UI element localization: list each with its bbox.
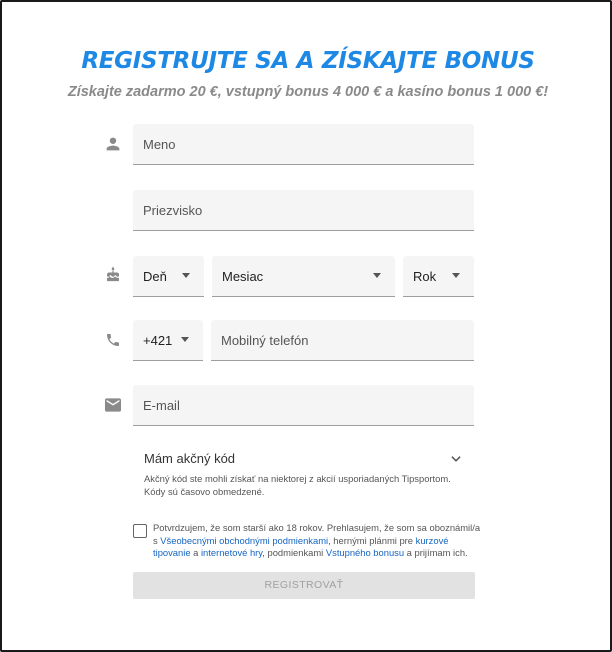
- register-button[interactable]: REGISTROVAŤ: [133, 572, 475, 599]
- games-plans-link[interactable]: internetové hry: [200, 547, 263, 558]
- last-name-placeholder: Priezvisko: [143, 203, 203, 218]
- terms-link[interactable]: Všeobecnými obchodnými podmienkami: [160, 534, 329, 546]
- birth-day-value: Deň: [143, 269, 167, 284]
- page-title: REGISTRUJTE SA A ZÍSKAJTE BONUS: [81, 48, 535, 74]
- consent-text-part: , hernými plánmi pre: [328, 534, 416, 546]
- person-icon: [105, 136, 121, 152]
- email-placeholder: E-mail: [143, 398, 180, 413]
- cake-icon: [105, 266, 121, 283]
- consent-text-part: a: [190, 547, 201, 558]
- first-name-input[interactable]: [133, 124, 474, 165]
- phone-placeholder: Mobilný telefón: [221, 333, 309, 348]
- birth-month-select[interactable]: [212, 256, 395, 297]
- page-subtitle: Získajte zadarmo 20 €, vstupný bonus 4 000 € a kasíno bonus 1 000 €!: [67, 84, 549, 100]
- birth-year-value: Rok: [413, 269, 437, 284]
- chevron-down-icon: [181, 337, 189, 342]
- chevron-down-icon: [452, 273, 460, 278]
- chevron-down-icon[interactable]: [449, 452, 463, 466]
- consent-text-part: Potvrdzujem, že som starší ako 18 rokov. Prehlasujem, že som sa oboznámil/a s: [153, 522, 481, 546]
- bonus-terms-link[interactable]: Vstupného bonusu: [325, 547, 405, 558]
- consent-text-part: , podmienkami: [262, 547, 326, 558]
- last-name-input[interactable]: [133, 190, 474, 231]
- phone-icon: [105, 332, 121, 348]
- chevron-down-icon: [373, 273, 381, 278]
- phone-prefix-value: +421: [143, 333, 173, 348]
- birth-day-select[interactable]: [133, 256, 204, 297]
- birth-year-select[interactable]: [403, 256, 474, 297]
- envelope-icon: [105, 398, 121, 412]
- consent-text: [153, 522, 483, 560]
- phone-input[interactable]: [211, 320, 474, 361]
- chevron-down-icon: [182, 273, 190, 278]
- phone-prefix-select[interactable]: [133, 320, 203, 361]
- betting-plans-link[interactable]: kurzové tipovanie: [153, 534, 449, 558]
- email-input[interactable]: [133, 385, 474, 426]
- first-name-placeholder: Meno: [143, 137, 176, 152]
- promo-code-note: Akčný kód ste mohli získať na niektorej z akcií usporiadaných Tipsportom. Kódy sú časovo obmedzené.: [144, 473, 451, 497]
- birth-month-value: Mesiac: [222, 269, 264, 284]
- consent-text-part: a prijímam ich.: [404, 547, 468, 558]
- consent-checkbox[interactable]: [133, 524, 147, 538]
- promo-code-toggle[interactable]: Mám akčný kód: [144, 451, 236, 466]
